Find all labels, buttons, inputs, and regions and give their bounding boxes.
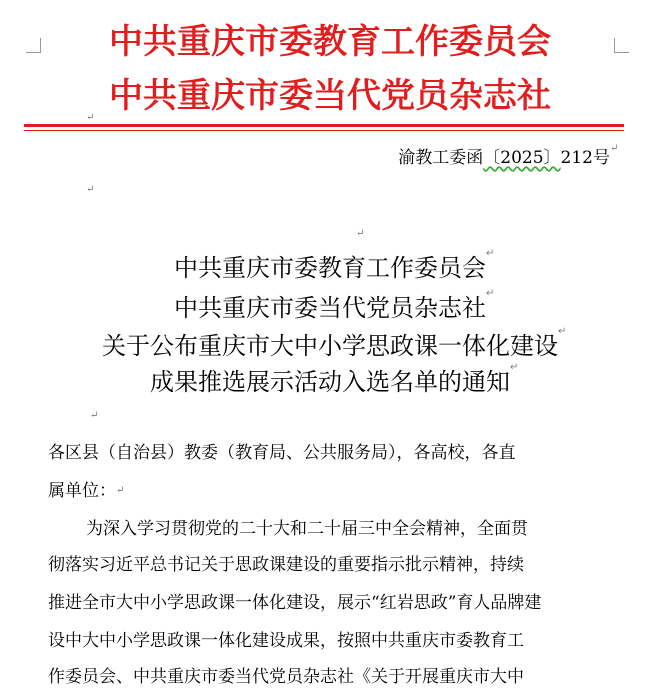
masthead-red-rule-thin [24,130,624,131]
body-paragraph-line: 为深入学习贯彻党的二十大和二十届三中全会精神，全面贯 [86,519,528,539]
paragraph-mark: ↵ [356,228,365,239]
notice-title-line-1: 中共重庆市委教育工作委员会 ↵ [174,248,495,282]
doc-number-suffix: 212号 [560,148,610,168]
paragraph-mark: ↵ [86,184,95,195]
notice-title-line-2: 中共重庆市委当代党员杂志社 ↵ [174,288,495,322]
salutation-line-1: 各区县（自治县）教委（教育局、公共服务局），各高校，各直 [48,443,516,463]
doc-number-prefix: 渝教工委函 [398,148,484,168]
paragraph-mark: ↵ [86,112,95,123]
notice-title-line-4: 成果推选展示活动入选名单的通知 ↵ [150,362,519,396]
body-paragraph-line: 彻落实习近平总书记关于思政课建设的重要指示批示精神，持续 [48,555,524,575]
paragraph-mark: ↵ [610,143,619,154]
masthead-line-1: 中共重庆市委教育工作委员会 [109,22,551,62]
body-paragraph-line: 推进全市大中小学思政课一体化建设，展示“红岩思政”育人品牌建 [48,593,542,613]
paragraph-mark: ↵ [90,410,99,421]
masthead-red-rule-thick [24,124,624,127]
notice-title-line-3: 关于公布重庆市大中小学思政课一体化建设 ↵ [102,326,567,360]
body-paragraph-line: 设中大中小学思政课一体化建设成果，按照中共重庆市委教育工 [48,631,524,651]
masthead-line-2: 中共重庆市委当代党员杂志社 [109,76,551,116]
body-paragraph-line: 作委员会、中共重庆市委当代党员杂志社《关于开展重庆市大中 [48,667,524,687]
document-number [398,143,619,168]
doc-number-year: 〔2025〕 [483,148,561,168]
salutation-line-2: 属单位： ↵ [48,481,125,501]
